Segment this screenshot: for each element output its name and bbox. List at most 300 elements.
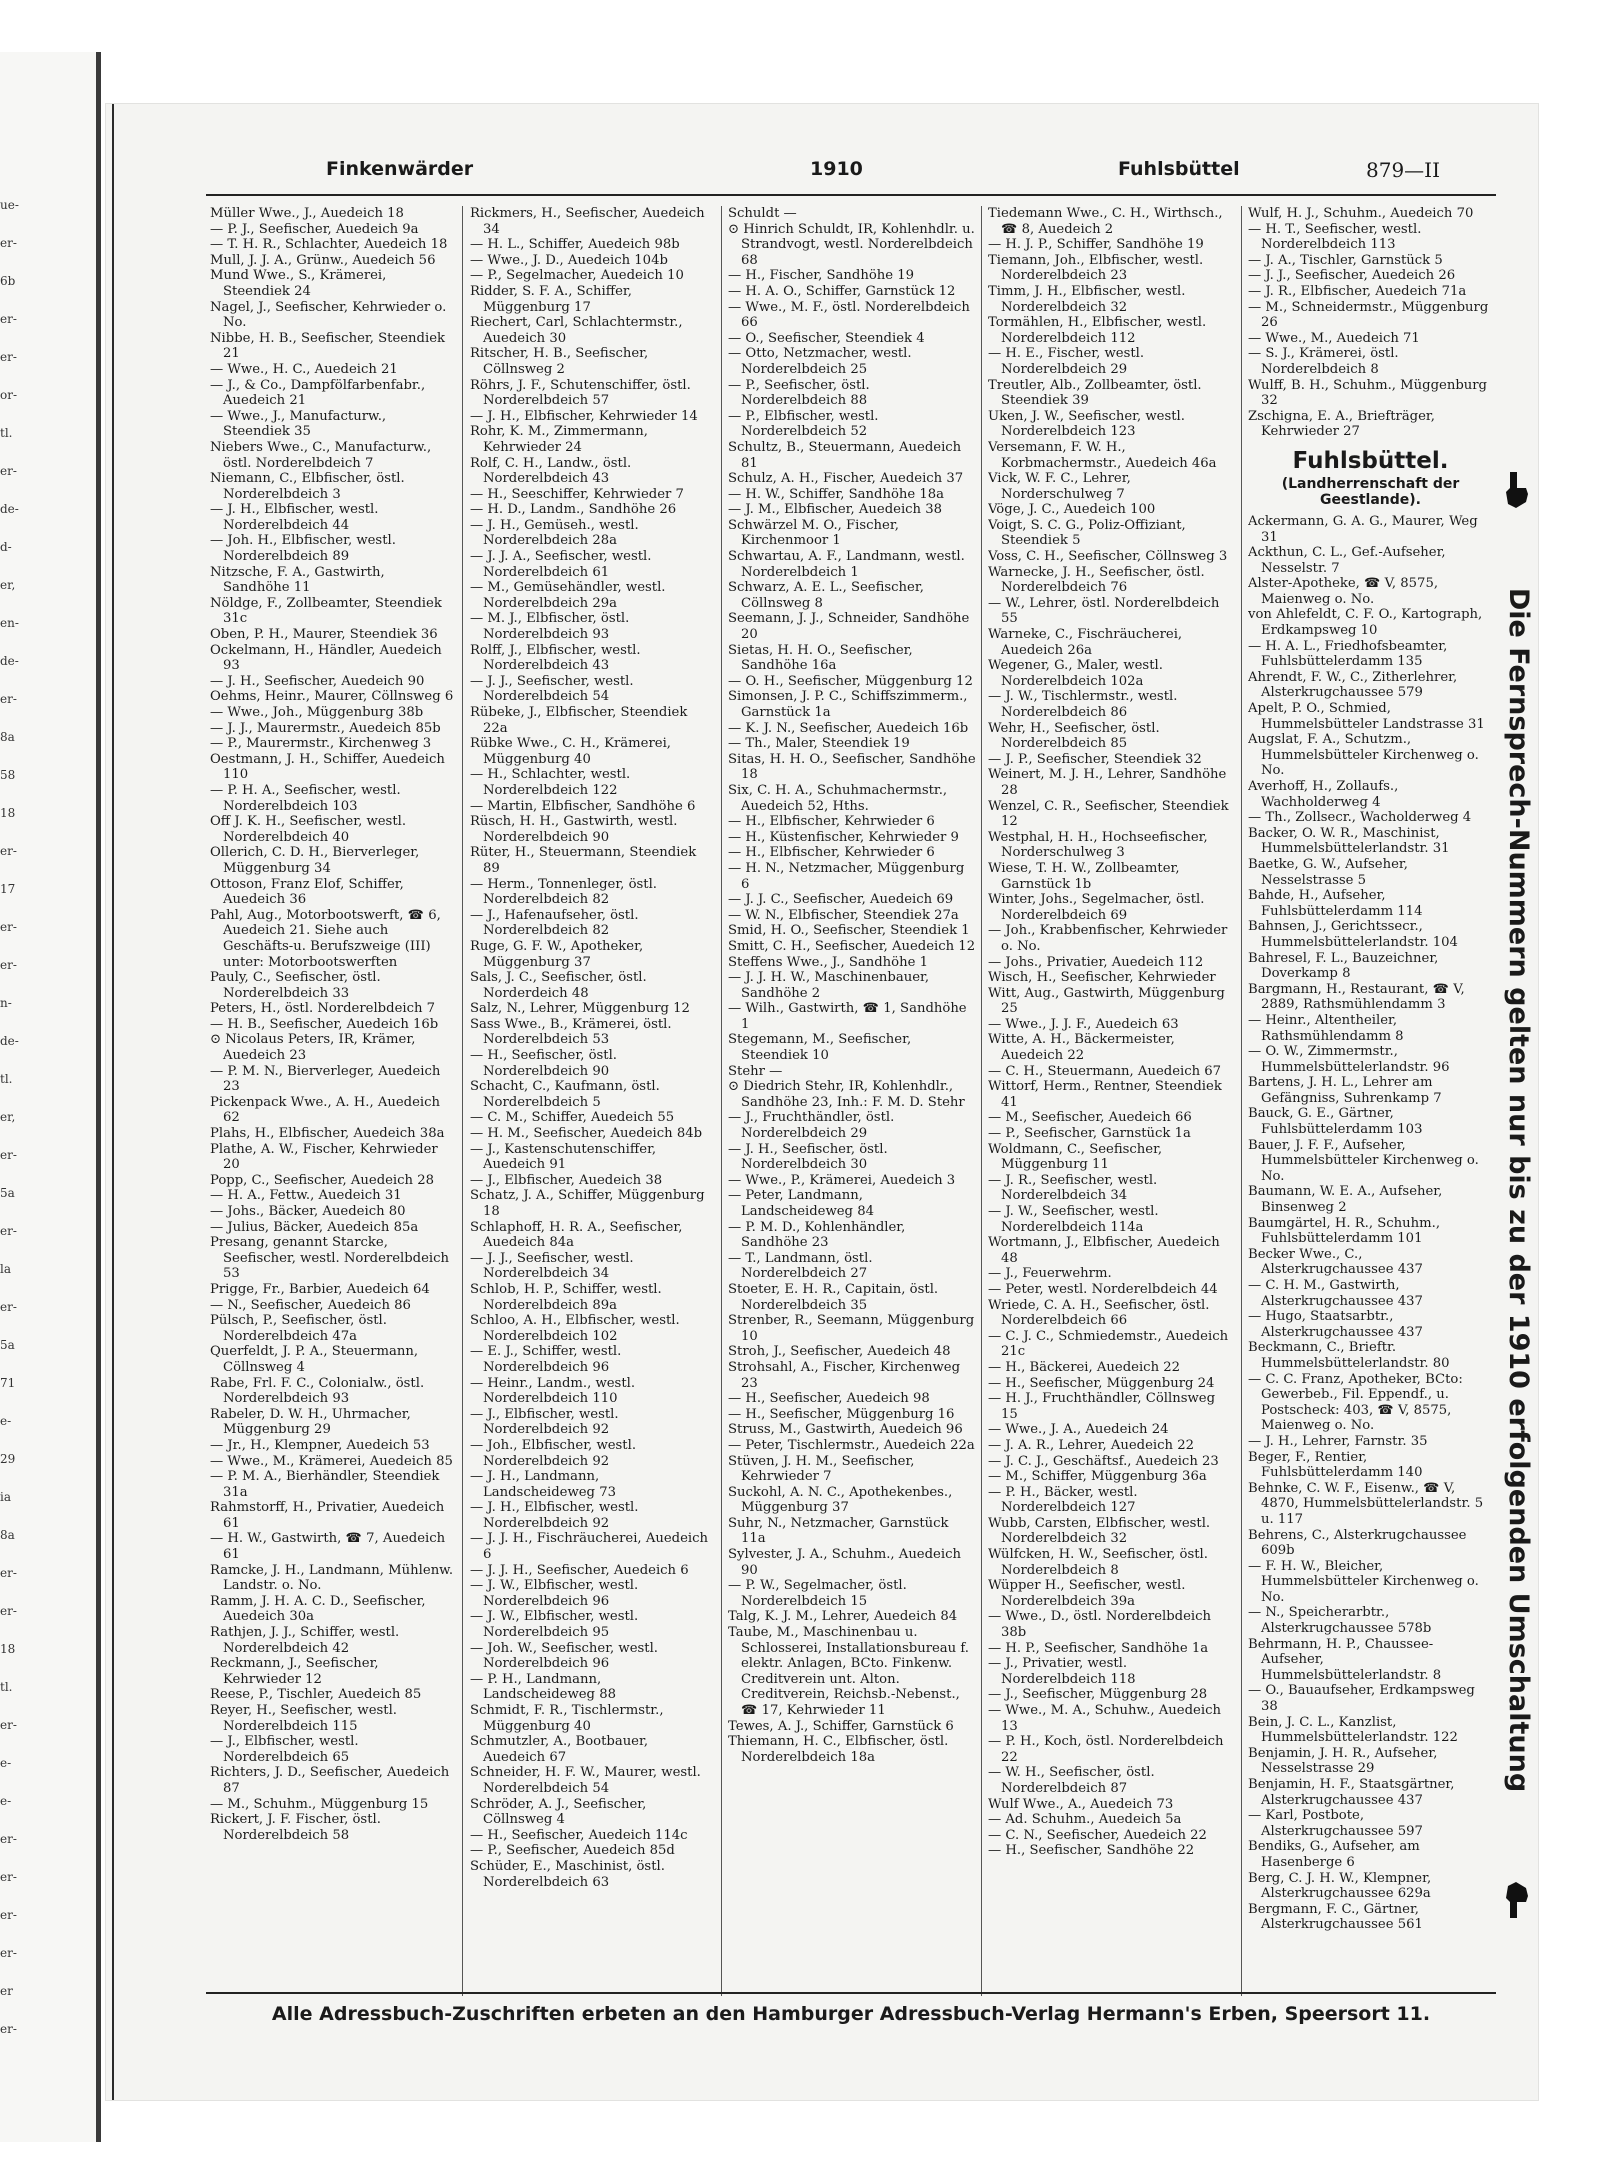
page-fragment: er-	[0, 1908, 17, 1922]
directory-entry: Smitt, C. H., Seefischer, Auedeich 12	[728, 938, 976, 954]
directory-entry: — J., Seefischer, Müggenburg 28	[988, 1687, 1208, 1703]
directory-entry: — O. W., Zimmermstr., Hummelsbüttelerlandstr. 96	[1248, 1044, 1450, 1075]
directory-entry: Rüter, H., Steuermann, Steendiek 89	[470, 845, 697, 876]
directory-entry: — J. R., Seefischer, westl. Norderelbdeich 34	[988, 1172, 1158, 1204]
directory-entry: Peters, H., östl. Norderelbdeich 7	[210, 1001, 436, 1017]
page-fragment: 8a	[0, 1528, 15, 1542]
directory-entry: — J. H., Elbfischer, Kehrwieder 14	[470, 408, 698, 424]
directory-entry: — H. M., Seefischer, Auedeich 84b	[470, 1126, 703, 1142]
directory-entry: Warnecke, J. H., Seefischer, östl. Norderelbdeich 76	[988, 564, 1205, 596]
directory-entry: — J. H., Landmann, Landscheideweg 73	[470, 1469, 616, 1500]
directory-entry: Riechert, Carl, Schlachtermstr., Auedeich 30	[470, 315, 683, 346]
header-title: Fuhlsbüttel	[1118, 158, 1240, 180]
directory-entry: Wegener, G., Maler, westl. Norderelbdeich 102a	[988, 658, 1163, 689]
directory-entry: — M., Schneidermstr., Müggenburg 26	[1248, 299, 1489, 331]
directory-entry: Presang, genannt Starcke, Seefischer, westl. Norderelbdeich 53	[210, 1235, 450, 1282]
directory-entry: — P., Maurermstr., Kirchenweg 3	[210, 736, 432, 752]
directory-entry: Weinert, M. J. H., Lehrer, Sandhöhe 28	[988, 767, 1227, 798]
directory-entry: Ridder, S. F. A., Schiffer, Müggenburg 17	[470, 283, 632, 315]
directory-entry: Vick, W. F. C., Lehrer, Norderschulweg 7	[988, 471, 1131, 502]
directory-entry: Rickmers, H., Seefischer, Auedeich 34	[470, 206, 705, 237]
directory-entry: Salz, N., Lehrer, Müggenburg 12	[470, 1001, 690, 1017]
directory-entry: — Wwe., J. D., Auedeich 104b	[470, 252, 668, 268]
directory-entry: Rahmstorff, H., Privatier, Auedeich 61	[210, 1500, 445, 1531]
page-fragment: er-	[0, 958, 17, 972]
directory-entry: Schröder, A. J., Seefischer, Cöllnsweg 4	[470, 1796, 647, 1828]
page-fragment: er-	[0, 464, 17, 478]
page-fragment: ue-	[0, 198, 19, 212]
directory-entry: — Wwe., H. C., Auedeich 21	[210, 361, 398, 377]
directory-entry: — J., & Co., Dampfölfarbenfabr., Auedeich 21	[210, 377, 426, 409]
directory-entry: — H. N., Netzmacher, Müggenburg 6	[728, 860, 965, 892]
directory-entry: — N., Speicherarbtr., Alsterkrugchaussee 578b	[1248, 1605, 1432, 1637]
directory-entry: Behnke, C. W. F., Eisenw., ☎ V, 4870, Hummelsbüttelerlandstr. 5 u. 117	[1248, 1480, 1484, 1527]
directory-entry: Witte, A. H., Bäckermeister, Auedeich 22	[988, 1032, 1175, 1064]
directory-entry: Schulz, A. H., Fischer, Auedeich 37	[728, 471, 964, 487]
directory-entry: Bauck, G. E., Gärtner, Fuhlsbüttelerdamm 103	[1248, 1106, 1423, 1138]
directory-entry: — J. M., Elbfischer, Auedeich 38	[728, 502, 943, 518]
directory-entry: — Wwe., D., östl. Norderelbdeich 38b	[988, 1609, 1212, 1641]
directory-entry: — Peter, Landmann, Landscheideweg 84	[728, 1188, 874, 1219]
directory-entry: — O. H., Seefischer, Müggenburg 12	[728, 673, 973, 689]
directory-entry: Benjamin, J. H. R., Aufseher, Nesselstrasse 29	[1248, 1745, 1438, 1777]
directory-entry: Oestmann, J. H., Schiffer, Auedeich 110	[210, 751, 445, 783]
directory-entry: Rathjen, J. J., Schiffer, westl. Norderelbdeich 42	[210, 1625, 400, 1656]
directory-entry: — P. H. A., Seefischer, westl. Norderelbdeich 103	[210, 782, 401, 814]
directory-entry: — H. D., Landm., Sandhöhe 26	[470, 502, 677, 518]
directory-entry: — H. L., Schiffer, Auedeich 98b	[470, 237, 680, 253]
page-fragment: er-	[0, 1300, 17, 1314]
directory-entry: — Wwe., P., Krämerei, Auedeich 3	[728, 1172, 956, 1188]
directory-entry: — C. M., Schiffer, Auedeich 55	[470, 1110, 675, 1126]
directory-entry: Ackermann, G. A. G., Maurer, Weg 31	[1248, 513, 1478, 545]
directory-entry: — Joh. H., Elbfischer, westl. Norderelbdeich 89	[210, 533, 396, 565]
directory-entry: Wehr, H., Seefischer, östl. Norderelbdeich 85	[988, 720, 1160, 752]
directory-entry: Popp, C., Seefischer, Auedeich 28	[210, 1172, 435, 1188]
directory-entry: Schlaphoff, H. R. A., Seefischer, Auedeich 84a	[470, 1219, 683, 1251]
directory-entry: Schloo, A. H., Elbfischer, westl. Norderelbdeich 102	[470, 1313, 680, 1344]
page-fragment: er-	[0, 1604, 17, 1618]
directory-entry: Tiemann, Joh., Elbfischer, westl. Norderelbdeich 23	[988, 252, 1204, 284]
directory-entry: Witt, Aug., Gastwirth, Müggenburg 25	[988, 985, 1225, 1017]
directory-entry: Sals, J. C., Seefischer, östl. Norderdeich 48	[470, 970, 647, 1001]
directory-entry: — Wwe., J., Manufacturw., Steendiek 35	[210, 408, 387, 440]
directory-entry: — T. H. R., Schlachter, Auedeich 18	[210, 237, 448, 253]
directory-entry: Oben, P. H., Maurer, Steendiek 36	[210, 627, 438, 643]
directory-entry: Schwärzel M. O., Fischer, Kirchenmoor 1	[728, 517, 899, 549]
directory-entry: — C. J. C., Schmiedemstr., Auedeich 21c	[988, 1328, 1229, 1360]
directory-entry: Off J. K. H., Seefischer, westl. Norderelbdeich 40	[210, 814, 407, 845]
header-rule	[206, 194, 1496, 196]
column-5-entries	[1248, 206, 1493, 440]
page-fragment: er-	[0, 1718, 17, 1732]
directory-entry: Rickert, J. F. Fischer, östl. Norderelbdeich 58	[210, 1812, 381, 1843]
page-fragment: e-	[0, 1414, 12, 1428]
directory-entry: Pülsch, P., Seefischer, östl. Norderelbdeich 47a	[210, 1313, 387, 1344]
directory-entry: — Karl, Postbote, Alsterkrugchaussee 597	[1248, 1808, 1423, 1839]
directory-entry: — H. A., Fettw., Auedeich 31	[210, 1188, 402, 1204]
directory-entry: Mull, J. J. A., Grünw., Auedeich 56	[210, 252, 436, 268]
directory-entry: Bahresel, F. L., Bauzeichner, Doverkamp 8	[1248, 950, 1439, 982]
directory-entry: — H., Seefischer, Müggenburg 24	[988, 1375, 1215, 1391]
directory-entry: Schacht, C., Kaufmann, östl. Norderelbdeich 5	[470, 1079, 660, 1110]
directory-entry: — J. J. C., Seefischer, Auedeich 69	[728, 892, 954, 908]
directory-entry: — Johs., Bäcker, Auedeich 80	[210, 1204, 406, 1219]
page-fragment: er-	[0, 1870, 17, 1884]
directory-entry: — J. J., Seefischer, westl. Norderelbdeich 54	[470, 673, 634, 705]
directory-entry: Schatz, J. A., Schiffer, Müggenburg 18	[470, 1188, 705, 1219]
directory-entry: — J. H., Gemüseh., westl. Norderelbdeich 28a	[470, 517, 639, 549]
directory-entry: — H. T., Seefischer, westl. Norderelbdeich 113	[1248, 221, 1422, 253]
directory-entry: — Joh. W., Seefischer, westl. Norderelbdeich 96	[470, 1640, 659, 1672]
page-fragment: e-	[0, 1794, 12, 1808]
directory-entry: — N., Seefischer, Auedeich 86	[210, 1297, 411, 1313]
directory-entry: — H. W., Schiffer, Sandhöhe 18a	[728, 486, 945, 502]
page-fragment: 5a	[0, 1338, 15, 1352]
page-fragment: er-	[0, 1566, 17, 1580]
directory-entry: Oehms, Heinr., Maurer, Cöllnsweg 6	[210, 689, 454, 705]
page-fragment: 17	[0, 882, 16, 896]
directory-entry: Schmidt, F. R., Tischlermstr., Müggenburg 40	[470, 1703, 664, 1734]
directory-entry: — J. J. H. W., Maschinenbauer, Sandhöhe 2	[728, 970, 930, 1001]
directory-entry: Nibbe, H. B., Seefischer, Steendiek 21	[210, 330, 445, 362]
directory-entry: Wenzel, C. R., Seefischer, Steendiek 12	[988, 798, 1229, 830]
directory-entry: — H. A. O., Schiffer, Garnstück 12	[728, 283, 956, 299]
directory-entry: Stüven, J. H. M., Seefischer, Kehrwieder 7	[728, 1453, 915, 1485]
page-fragment: er,	[0, 578, 16, 592]
page-fragment: 8a	[0, 730, 15, 744]
pointing-hand-icon	[1502, 470, 1532, 510]
directory-entry: — J. W., Elbfischer, westl. Norderelbdeich 96	[470, 1578, 639, 1609]
directory-entry: — Ad. Schuhm., Auedeich 5a	[988, 1812, 1182, 1828]
directory-entry: — J., Fruchthändler, östl. Norderelbdeich 29	[728, 1110, 895, 1142]
directory-entry: Tiedemann Wwe., C. H., Wirthsch., ☎ 8, Auedeich 2	[988, 206, 1223, 237]
page-fragment: er-	[0, 2022, 17, 2036]
directory-entry: — J., Privatier, westl. Norderelbdeich 118	[988, 1656, 1136, 1687]
directory-entry: Bein, J. C. L., Kanzlist, Hummelsbüttelerlandstr. 122	[1248, 1714, 1458, 1746]
directory-entry: Ramcke, J. H., Landmann, Mühlenw. Landstr. o. No.	[210, 1562, 454, 1594]
directory-entry: — H., Fischer, Sandhöhe 19	[728, 268, 915, 284]
directory-entry: Strohsahl, A., Fischer, Kirchenweg 23	[728, 1359, 961, 1391]
directory-entry: Wriede, C. A. H., Seefischer, östl. Norderelbdeich 66	[988, 1297, 1210, 1329]
directory-entry: Seemann, J. J., Schneider, Sandhöhe 20	[728, 611, 970, 643]
directory-entry: Augslat, F. A., Schutzm., Hummelsbütteler Kirchenweg o. No.	[1248, 732, 1479, 779]
directory-entry: Plathe, A. W., Fischer, Kehrwieder 20	[210, 1141, 438, 1173]
directory-entry: Wisch, H., Seefischer, Kehrwieder	[988, 970, 1216, 986]
directory-entry: — E. J., Schiffer, westl. Norderelbdeich 96	[470, 1344, 622, 1375]
directory-entry: — J. J. A., Seefischer, westl. Norderelbdeich 61	[470, 549, 652, 580]
directory-entry: Schwartau, A. F., Landmann, westl. Norderelbdeich 1	[728, 549, 965, 580]
directory-entry: — J. W., Seefischer, westl. Norderelbdeich 114a	[988, 1204, 1159, 1235]
directory-entry: von Ahlefeldt, C. F. O., Kartograph, Erdkampsweg 10	[1248, 607, 1483, 639]
directory-entry: — M. J., Elbfischer, östl. Norderelbdeich 93	[470, 611, 630, 643]
directory-entry: — C. H. M., Gastwirth, Alsterkrugchaussee 437	[1248, 1278, 1423, 1309]
page-fragment: er	[0, 1984, 13, 1998]
directory-entry: Prigge, Fr., Barbier, Auedeich 64	[210, 1281, 430, 1297]
directory-entry: — J. H., Seefischer, östl. Norderelbdeich 30	[728, 1141, 888, 1173]
directory-entry: Rabeler, D. W. H., Uhrmacher, Müggenburg 29	[210, 1406, 411, 1438]
directory-entry: — H. B., Seefischer, Auedeich 16b	[210, 1016, 439, 1032]
directory-entry: — Wwe., M. F., östl. Norderelbdeich 66	[728, 299, 970, 331]
directory-entry: — H., Elbfischer, Kehrwieder 6	[728, 814, 935, 830]
directory-entry: Pahl, Aug., Motorbootswerft, ☎ 6, Auedeich 21. Siehe auch Geschäfts-u. Berufszweige (III) unter: Motorbootswerften	[210, 907, 441, 970]
directory-entry: Ottoson, Franz Elof, Schiffer, Auedeich 36	[210, 876, 404, 908]
page-fragment: tl.	[0, 1680, 13, 1694]
page-fragment: er-	[0, 692, 17, 706]
directory-entry: Talg, K. J. M., Lehrer, Auedeich 84	[728, 1609, 958, 1625]
side-banner-text: Die Fernsprech-Nummern gelten nur bis zu der 1910 erfolgenden Umschaltung	[1503, 587, 1534, 1793]
directory-entry: — H. J. P., Schiffer, Sandhöhe 19	[988, 237, 1204, 253]
directory-entry: Suhr, N., Netzmacher, Garnstück 11a	[728, 1515, 949, 1547]
directory-entry: — H., Bäckerei, Auedeich 22	[988, 1359, 1181, 1375]
directory-entry: Sass Wwe., B., Krämerei, östl. Norderelbdeich 53	[470, 1016, 672, 1048]
directory-entry: — J., Hafenaufseher, östl. Norderelbdeich 82	[470, 907, 639, 939]
page-fragment: de-	[0, 1034, 19, 1048]
column-2	[470, 206, 714, 1988]
directory-entry: Voigt, S. C. G., Poliz-Offiziant, Steendiek 5	[988, 517, 1186, 549]
directory-entry: Wulf Wwe., A., Auedeich 73	[988, 1796, 1174, 1812]
directory-entry: — P. J., Seefischer, Auedeich 9a	[210, 221, 419, 237]
directory-entry: — Jr., H., Klempner, Auedeich 53	[210, 1437, 430, 1453]
page-fragment: er-	[0, 350, 17, 364]
directory-entry: — H., Küstenfischer, Kehrwieder 9	[728, 829, 959, 845]
directory-entry: — W. H., Seefischer, östl. Norderelbdeich 87	[988, 1765, 1155, 1796]
section-title: Fuhlsbüttel.	[1292, 447, 1449, 474]
directory-entry: — Peter, westl. Norderelbdeich 44	[988, 1281, 1218, 1297]
directory-entry: Benjamin, H. F., Staatsgärtner, Alsterkrugchaussee 437	[1248, 1777, 1455, 1808]
directory-entry: Baetke, G. W., Aufseher, Nesselstrasse 5	[1248, 856, 1408, 888]
directory-entry: Smid, H. O., Seefischer, Steendiek 1	[728, 923, 970, 939]
directory-entry: — Julius, Bäcker, Auedeich 85a	[210, 1219, 419, 1235]
directory-entry: Apelt, P. O., Schmied, Hummelsbütteler Landstrasse 31	[1248, 701, 1485, 732]
header-year: 1910	[810, 158, 863, 180]
directory-entry: Sietas, H. H. O., Seefischer, Sandhöhe 16a	[728, 642, 913, 674]
directory-entry: Bauer, J. F. F., Aufseher, Hummelsbütteler Kirchenweg o. No.	[1248, 1137, 1479, 1184]
directory-entry: Behrmann, H. P., Chaussee-Aufseher, Hummelsbüttelerlandstr. 8	[1248, 1636, 1442, 1683]
directory-entry: — J. W., Elbfischer, westl. Norderelbdeich 95	[470, 1609, 639, 1641]
directory-entry: — Wwe., Joh., Müggenburg 38b	[210, 705, 424, 720]
directory-entry: Tewes, A. J., Schiffer, Garnstück 6	[728, 1718, 954, 1734]
directory-entry: Steffens Wwe., J., Sandhöhe 1	[728, 954, 928, 970]
directory-entry: Nagel, J., Seefischer, Kehrwieder o. No.	[210, 299, 447, 331]
side-banner	[1500, 530, 1536, 1850]
section-entries	[1248, 514, 1493, 1933]
page-fragment: de-	[0, 502, 19, 516]
page-fragment: er-	[0, 920, 17, 934]
directory-entry: — J. J., Seefischer, westl. Norderelbdeich 34	[470, 1250, 634, 1282]
directory-entry: — P. M. N., Bierverleger, Auedeich 23	[210, 1063, 441, 1095]
directory-entry: Schwarz, A. E. L., Seefischer, Cöllnsweg 8	[728, 580, 924, 611]
directory-entry: — Wwe., J. J. F., Auedeich 63	[988, 1016, 1179, 1032]
section-subtitle: (Landherrenschaft der Geestlande).	[1281, 475, 1460, 508]
directory-entry: Woldmann, C., Seefischer, Müggenburg 11	[988, 1141, 1163, 1173]
directory-entry: — J., Feuerwehrm.	[988, 1266, 1112, 1282]
column-divider	[1241, 206, 1242, 1996]
directory-entry: — Joh., Krabbenfischer, Kehrwieder o. No.	[988, 923, 1228, 954]
directory-entry: Ahrendt, F. W., C., Zitherlehrer, Alsterkrugchaussee 579	[1248, 669, 1458, 701]
directory-entry: — C. N., Seefischer, Auedeich 22	[988, 1827, 1207, 1843]
directory-entry: Wubb, Carsten, Elbfischer, westl. Norderelbdeich 32	[988, 1515, 1211, 1547]
directory-entry: — P., Elbfischer, westl. Norderelbdeich 52	[728, 408, 879, 440]
footer-rule	[206, 1992, 1496, 1994]
directory-entry: — M., Seefischer, Auedeich 66	[988, 1110, 1192, 1126]
directory-entry: — F. H. W., Bleicher, Hummelsbütteler Kirchenweg o. No.	[1248, 1558, 1479, 1605]
directory-entry: Suckohl, A. N. C., Apothekenbes., Müggenburg 37	[728, 1484, 953, 1516]
directory-entry: — O., Seefischer, Steendiek 4	[728, 330, 925, 346]
pointing-hand-icon	[1502, 1880, 1532, 1920]
directory-entry: — O., Bauaufseher, Erdkampsweg 38	[1248, 1683, 1475, 1715]
directory-entry: Schuldt —	[728, 206, 797, 221]
directory-entry: — P. H., Landmann, Landscheideweg 88	[470, 1671, 616, 1703]
directory-entry: — S. J., Krämerei, östl. Norderelbdeich 8	[1248, 346, 1399, 377]
directory-entry: Strenber, R., Seemann, Müggenburg 10	[728, 1313, 975, 1344]
directory-entry: Wüpper H., Seefischer, westl. Norderelbdeich 39a	[988, 1578, 1186, 1609]
page-fragment: la	[0, 1262, 11, 1276]
directory-entry: — C. H., Steuermann, Auedeich 67	[988, 1063, 1222, 1079]
page-fragment: 6b	[0, 274, 16, 288]
page-fragment: er-	[0, 1224, 17, 1238]
page-fragment: 18	[0, 1642, 16, 1656]
directory-entry: — Herm., Tonnenleger, östl. Norderelbdeich 82	[470, 876, 657, 908]
directory-entry: Reyer, H., Seefischer, westl. Norderelbdeich 115	[210, 1703, 397, 1734]
directory-entry: — H. W., Gastwirth, ☎ 7, Auedeich 61	[210, 1531, 446, 1563]
directory-entry: Baumgärtel, H. R., Schuhm., Fuhlsbüttelerdamm 101	[1248, 1215, 1441, 1247]
page-fragment: de-	[0, 654, 19, 668]
page-fragment: tl.	[0, 426, 13, 440]
directory-entry: Niebers Wwe., C., Manufacturw., östl. Norderelbdeich 7	[210, 439, 432, 471]
directory-entry: — H., Seeschiffer, Kehrwieder 7	[470, 486, 684, 502]
directory-entry: Niemann, C., Elbfischer, östl. Norderelbdeich 3	[210, 471, 405, 502]
directory-entry: Behrens, C., Alsterkrugchaussee 609b	[1248, 1527, 1467, 1559]
directory-entry: Rohr, K. M., Zimmermann, Kehrwieder 24	[470, 424, 648, 455]
directory-entry: — J., Elbfischer, Auedeich 38	[470, 1172, 663, 1188]
page-fragment: er-	[0, 1946, 17, 1960]
directory-entry: Nöldge, F., Zollbeamter, Steendiek 31c	[210, 595, 442, 627]
directory-entry: Bartens, J. H. L., Lehrer am Gefängniss, Suhrenkamp 7	[1248, 1075, 1442, 1106]
directory-entry: Westphal, H. H., Hochseefischer, Norderschulweg 3	[988, 829, 1208, 861]
page-fragment: tl.	[0, 1072, 13, 1086]
header-left: Finkenwärder	[326, 158, 474, 180]
directory-entry: — M., Schiffer, Müggenburg 36a	[988, 1469, 1207, 1485]
directory-entry: Schmutzler, A., Bootbauer, Auedeich 67	[470, 1734, 649, 1765]
directory-entry: Sylvester, J. A., Schuhm., Auedeich 90	[728, 1547, 961, 1578]
directory-entry: — J., Kastenschutenschiffer, Auedeich 91	[470, 1141, 657, 1173]
page-fragment: 5a	[0, 1186, 15, 1200]
page-fragment: er-	[0, 844, 17, 858]
directory-entry: Sitas, H. H. O., Seefischer, Sandhöhe 18	[728, 751, 976, 783]
directory-entry: — W. N., Elbfischer, Steendiek 27a	[728, 907, 959, 923]
directory-entry: — J. H., Lehrer, Farnstr. 35	[1248, 1433, 1428, 1449]
directory-entry: Bahnsen, J., Gerichtssecr., Hummelsbüttelerlandstr. 104	[1248, 919, 1458, 950]
directory-entry: — Wwe., M., Auedeich 71	[1248, 330, 1420, 346]
directory-entry: Wülfcken, H. W., Seefischer, östl. Norderelbdeich 8	[988, 1547, 1208, 1578]
directory-entry: Stegemann, M., Seefischer, Steendiek 10	[728, 1032, 912, 1064]
directory-entry: Wiese, T. H. W., Zollbeamter, Garnstück 1b	[988, 860, 1180, 892]
page-fragment: er,	[0, 1110, 16, 1124]
directory-entry: Alster-Apotheke, ☎ V, 8575, Maienweg o. No.	[1248, 576, 1439, 607]
directory-entry: — Peter, Tischlermstr., Auedeich 22a	[728, 1437, 975, 1453]
directory-entry: — Th., Maler, Steendiek 19	[728, 736, 910, 752]
directory-entry: — Hugo, Staatsarbtr., Alsterkrugchaussee 437	[1248, 1309, 1423, 1340]
directory-entry: — Heinr., Altentheiler, Rathsmühlendamm 8	[1248, 1012, 1404, 1044]
column-3	[728, 206, 976, 1988]
directory-entry: — J., Elbfischer, westl. Norderelbdeich 65	[210, 1734, 359, 1765]
column-divider	[981, 206, 982, 1996]
directory-entry: Tormählen, H., Elbfischer, westl. Norderelbdeich 112	[988, 315, 1207, 346]
directory-entry: Bergmann, F. C., Gärtner, Alsterkrugchaussee 561	[1248, 1901, 1423, 1933]
directory-entry: Averhoff, H., Zollaufs., Wachholderweg 4	[1248, 779, 1399, 810]
column-divider	[721, 206, 722, 1996]
directory-entry: — T., Landmann, östl. Norderelbdeich 27	[728, 1250, 873, 1282]
directory-entry: — J. J., Seefischer, Auedeich 26	[1248, 268, 1456, 284]
directory-entry: Zschigna, E. A., Briefträger, Kehrwieder 27	[1248, 408, 1435, 440]
directory-entry: — J. H., Elbfischer, westl. Norderelbdeich 92	[470, 1500, 639, 1531]
directory-entry: Wulf, H. J., Schuhm., Auedeich 70	[1248, 206, 1474, 221]
directory-entry: — J. C. J., Geschäftsf., Auedeich 23	[988, 1453, 1219, 1469]
directory-entry: Rolff, J., Elbfischer, westl. Norderelbdeich 43	[470, 642, 641, 674]
directory-entry: Versemann, F. W. H., Korbmachermstr., Auedeich 46a	[988, 439, 1217, 471]
directory-entry: — J. W., Tischlermstr., westl. Norderelbdeich 86	[988, 689, 1178, 720]
directory-entry: Ockelmann, H., Händler, Auedeich 93	[210, 642, 442, 674]
directory-entry: — P., Segelmacher, Auedeich 10	[470, 268, 684, 284]
directory-entry: Bendiks, G., Aufseher, am Hasenberge 6	[1248, 1839, 1420, 1870]
column-1	[210, 206, 454, 1988]
page-fragment: e-	[0, 1756, 12, 1770]
directory-entry: — J. H., Elbfischer, westl. Norderelbdeich 44	[210, 502, 379, 533]
directory-entry: Simonsen, J. P. C., Schiffszimmerm., Garnstück 1a	[728, 689, 968, 720]
directory-entry: — H., Schlachter, westl. Norderelbdeich 122	[470, 767, 631, 798]
page-fragment: or-	[0, 388, 18, 402]
page-fragment: ia	[0, 1490, 11, 1504]
column-5	[1248, 206, 1493, 1988]
directory-entry: Ackthun, C. L., Gef.-Aufseher, Nesselstr. 7	[1248, 545, 1446, 576]
directory-entry: Rübke Wwe., C. H., Krämerei, Müggenburg 40	[470, 736, 671, 767]
directory-entry: — J. A., Tischler, Garnstück 5	[1248, 252, 1443, 268]
directory-entry: Ramm, J. H. A. C. D., Seefischer, Auedeich 30a	[210, 1593, 426, 1625]
directory-entry: — H., Seefischer, Auedeich 114c	[470, 1827, 688, 1843]
directory-entry: Voss, C. H., Seefischer, Cöllnsweg 3	[988, 549, 1228, 565]
directory-entry: Thiemann, H. C., Elbfischer, östl. Norderelbdeich 18a	[728, 1734, 949, 1765]
page-fragment: d-	[0, 540, 12, 554]
directory-entry: — Otto, Netzmacher, westl. Norderelbdeich 25	[728, 346, 912, 377]
directory-entry: — J. P., Seefischer, Steendiek 32	[988, 751, 1202, 767]
directory-entry: — P., Seefischer, Auedeich 85d	[470, 1843, 675, 1859]
directory-entry: Berg, C. J. H. W., Klempner, Alsterkrugchaussee 629a	[1248, 1870, 1432, 1902]
directory-entry: — P. W., Segelmacher, östl. Norderelbdeich 15	[728, 1578, 907, 1609]
directory-entry: Pickenpack Wwe., A. H., Auedeich 62	[210, 1094, 441, 1126]
directory-entry: — Wwe., J. A., Auedeich 24	[988, 1422, 1169, 1438]
directory-entry: — J., Elbfischer, westl. Norderelbdeich 92	[470, 1406, 619, 1438]
previous-page-edge	[0, 52, 100, 2142]
directory-entry: — K. J. N., Seefischer, Auedeich 16b	[728, 720, 969, 736]
directory-entry: Mund Wwe., S., Krämerei, Steendiek 24	[210, 268, 387, 299]
directory-entry: Schultz, B., Steuermann, Auedeich 81	[728, 439, 962, 471]
directory-entry: — J. H., Seefischer, Auedeich 90	[210, 673, 425, 689]
directory-entry: Baumann, W. E. A., Aufseher, Binsenweg 2	[1248, 1184, 1443, 1216]
directory-entry: — P., Seefischer, östl. Norderelbdeich 88	[728, 377, 870, 409]
directory-entry: Wortmann, J., Elbfischer, Auedeich 48	[988, 1235, 1220, 1266]
directory-entry: — P. H., Koch, östl. Norderelbdeich 22	[988, 1734, 1224, 1765]
page-fragment: 29	[0, 1452, 16, 1466]
directory-entry: Schüder, E., Maschinist, östl. Norderelbdeich 63	[470, 1858, 665, 1890]
page-fragment: 18	[0, 806, 16, 820]
directory-entry: Wulff, B. H., Schuhm., Müggenburg 32	[1248, 377, 1488, 409]
directory-entry: — H. E., Fischer, westl. Norderelbdeich 29	[988, 346, 1145, 377]
directory-entry: — Heinr., Landm., westl. Norderelbdeich 110	[470, 1375, 636, 1407]
directory-entry: Vöge, J. C., Auedeich 100	[988, 502, 1156, 518]
page-fragment: er-	[0, 312, 17, 326]
directory-entry: Schlob, H. P., Schiffer, westl. Norderelbdeich 89a	[470, 1281, 662, 1313]
